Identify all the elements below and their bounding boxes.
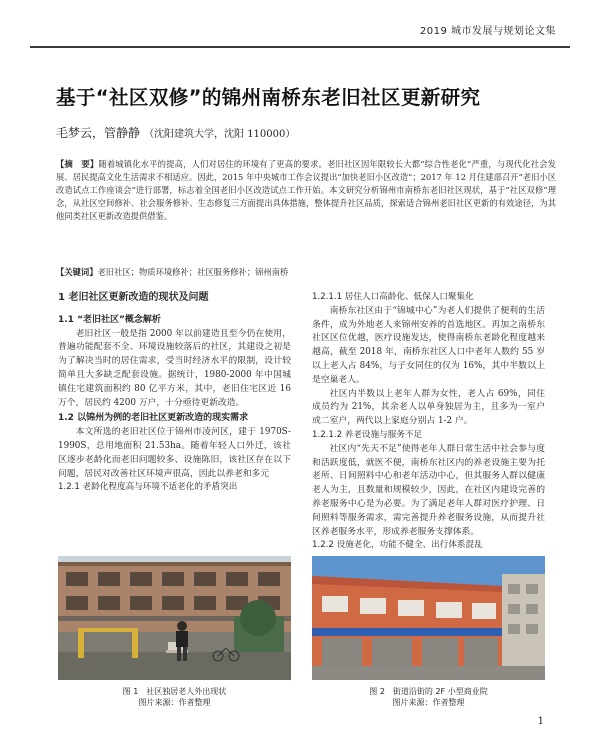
body-column-right bbox=[312, 291, 545, 553]
abstract bbox=[56, 158, 556, 223]
body-paragraph: 社区内半数以上老年人群为女性，老人占 69%，同住成员约为 21%，其余老人以单身独居为主，且多为一室户或二室户，两代以上家庭分别占 1-2 户。 bbox=[312, 388, 545, 427]
figure-1-caption bbox=[58, 686, 291, 708]
author-names: 毛梦云，管静静 bbox=[56, 126, 141, 140]
body-paragraph: 社区内“先天不足”使得老年人群日常生活中社会参与度和活跃度低，就医不便，南桥东社区内的养老设施主要为托老所、日间照料中心和老年活动中心，但其服务人群以健康老人为主，且数量和规模较少，因此，在社区内建设完善的养老服务中心是为必要。为了满足老年人群对医疗护理、日间照料等服务需求，需完善提升养老服务设施，从而提升社区养老服务水平，形成养老服务支撑体系。 bbox=[312, 443, 545, 537]
subsubsection-heading: 1.2.1.1 居住人口高龄化、低保人口聚集化 bbox=[312, 292, 474, 302]
subsubsection-heading: 1.2.1 老龄化程度高与环境不适老化的矛盾突出 bbox=[58, 482, 238, 493]
body-paragraph: 老旧社区一般是指 2000 年以前建造且至今仍在使用，普遍功能配套不全、环境设施较落后的社区，其建设之初是为了解决当时的居住需求，受当时经济水平的限制，设计较简单且大多缺乏配套设施。据统计，1980-2000 年中国城镇住宅建筑面积约 80 亿平方米，其中，老旧住宅区近 16 万个，居民约 4200 万户，十分亟待更新改造。 bbox=[58, 328, 291, 408]
figure-1-photo bbox=[58, 556, 291, 680]
figure-2-title: 图 2 街道沿街的 2F 小型商业院 bbox=[369, 687, 488, 696]
abstract-label: 【摘 要】 bbox=[56, 159, 99, 169]
figure-2-caption bbox=[312, 686, 545, 708]
body-paragraph: 本文所选的老旧社区位于锦州市凌河区，建于 1970S-1990S，总用地面积 21.53ha。随着年轻人口外迁，该社区逐步老龄化而老旧问题较多、设施陈旧，该社区存在以下问题，居民对改善社区环境声很高，因此以养老和多元 bbox=[58, 427, 291, 479]
figure-1-source: 图片来源：作者整理 bbox=[138, 698, 211, 707]
body-paragraph: 南桥东社区由于“锦城中心”为老人们提供了便利的生活条件，成为外地老人来锦州安养的首选地区。再加之南桥东社区区位优越，医疗设施发达，使得南桥东老龄化程度越来越高，截至 2018 年，南桥东社区人口中老年人数约 55 岁以上老人占 84%，与子女同住的仅为 16%，其中半数以上是空巢老人。 bbox=[312, 305, 545, 385]
subsubsection-heading: 1.2.1.2 养老设施与服务不足 bbox=[312, 429, 423, 440]
keywords-label: 【关键词】 bbox=[56, 267, 98, 277]
subsection-heading: 1.1 “老旧社区”概念解析 bbox=[58, 314, 161, 325]
keywords-text: 老旧社区；物质环境修补；社区服务修补；锦州南桥 bbox=[97, 267, 289, 277]
header-rule bbox=[30, 46, 570, 48]
figure-2-photo bbox=[312, 556, 545, 680]
figure-1-title: 图 1 社区独居老人外出现状 bbox=[122, 687, 227, 696]
subsubsection-heading: 1.2.2 设施老化，功能不健全、出行体系混乱 bbox=[312, 540, 483, 551]
section-heading: 1 老旧社区更新改造的现状及问题 bbox=[58, 292, 209, 303]
paper-title: 基于“社区双修”的锦州南桥东老旧社区更新研究 bbox=[56, 86, 481, 109]
subsection-heading: 1.2 以锦州为例的老旧社区更新改造的现实需求 bbox=[58, 413, 249, 424]
author-affiliation: （沈阳建筑大学，沈阳 110000） bbox=[144, 129, 296, 140]
page-number: 1 bbox=[537, 716, 544, 727]
figure-2-source: 图片来源：作者整理 bbox=[392, 698, 465, 707]
running-head: 2019 城市发展与规划论文集 bbox=[419, 26, 556, 37]
abstract-text: 随着城镇化水平的提高，人们对居住的环境有了更高的要求。老旧社区因年限较长大都“综合性老化”严重，与现代化社会发展、居民提高文化生活需求不相适应。因此，2015 年中央城市工作会议提出“加快老旧小区改造”；2017 年 12 月住建部召开“老旧小区改造试点工作座谈会”进行部署，标志着全国老旧小区改造试点工作开始。本文研究分析锦州市南桥东老旧社区现状，基于“社区双修”理念，从社区空间修补、社会服务修补、生态修复三方面提出具体措施，整体提升社区品质，探索适合锦州老旧社区更新的有效途径，为其他同类社区更新改造提供借鉴。 bbox=[56, 159, 556, 221]
authors-line bbox=[56, 124, 295, 141]
keywords bbox=[56, 266, 556, 278]
body-column-left bbox=[58, 291, 291, 495]
